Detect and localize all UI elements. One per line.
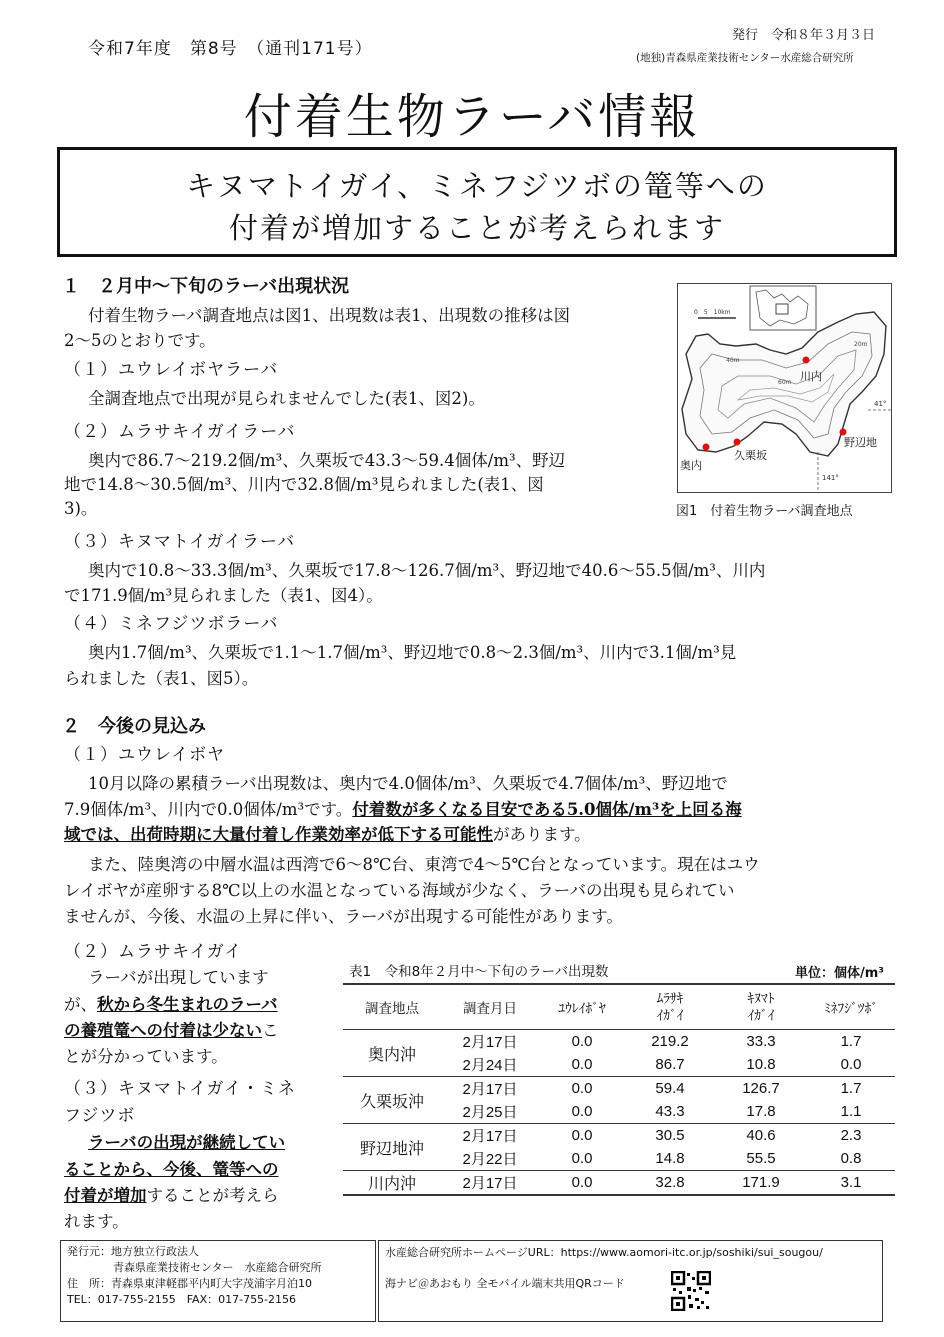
col-header-kinumato: ｷﾇﾏﾄ ｲｶﾞｲ	[715, 984, 807, 1030]
yurei-cell: 0.0	[539, 1124, 625, 1148]
section2-heading: ２ 今後の見込み	[62, 716, 206, 737]
section1-intro-line2: 2～5のとおりです。	[64, 331, 216, 350]
site-marker-kawauchi	[803, 357, 810, 364]
murasaki-cell: 30.5	[625, 1124, 715, 1148]
kinumato-cell: 126.7	[715, 1077, 807, 1101]
kinumato-cell: 10.8	[746, 1056, 776, 1073]
murasaki-cell: 32.8	[625, 1171, 715, 1196]
issue-date: 発行 令和８年３月３日	[732, 28, 876, 43]
homepage-url[interactable]: 水産総合研究所ホームページURL：https://www.aomori-itc.or.jp/soshiki/sui_sougou/	[385, 1246, 823, 1259]
footer-publisher-name: 青森県産業技術センター 水産総合研究所	[113, 1261, 322, 1274]
mutsu-bay-map	[678, 284, 891, 492]
table-header-row	[343, 984, 895, 1030]
table-row	[343, 1124, 895, 1148]
figure1-caption: 図1 付着生物ラーバ調査地点	[676, 504, 853, 519]
yurei-outlook-line2-plain: 7.9個体/m³、川内で0.0個体/m³です。	[64, 800, 353, 819]
murasaki-outlook-line1: ラーバが出現しています	[88, 968, 269, 987]
table-row	[343, 1030, 895, 1054]
date-cell: 2月17日	[441, 1077, 539, 1101]
table1-title: 表1 令和8年２月中～下旬のラーバ出現数	[349, 964, 609, 980]
date-cell: 2月24日	[462, 1057, 518, 1074]
longitude-label: 141°	[822, 474, 839, 482]
minefuji-cell: 3.1	[807, 1171, 895, 1196]
depth-label-60m: 60m	[778, 379, 792, 386]
kinumato-outlook-line4: れます。	[64, 1212, 129, 1231]
site-marker-okunai	[703, 444, 710, 451]
date-cell: 2月17日	[441, 1171, 539, 1196]
kinumato-outlook-line1-emphasis: ラーバの出現が継続してい	[88, 1133, 286, 1152]
murasaki-outlook-line2-plain: が、	[64, 995, 97, 1014]
site-cell: 久栗坂沖	[343, 1077, 441, 1124]
larva-count-table	[343, 983, 895, 1196]
murasaki-cell: 219.2	[651, 1033, 689, 1050]
kinumato-outlook-line2	[64, 1155, 279, 1184]
scale-bar-label: 0 5 10km	[694, 309, 731, 316]
site-label-kawauchi: 川内	[800, 370, 822, 383]
kinumato-cell: 171.9	[715, 1171, 807, 1196]
site-label-kuriyasaka: 久栗坂	[734, 449, 767, 462]
site-marker-noheji	[840, 429, 847, 436]
murasaki-outlook-line3-emphasis: の養殖篭への付着は少ない	[64, 1021, 262, 1040]
subheading-kinumato-minefuji-outlook-b: フジツボ	[64, 1106, 136, 1126]
yurei-cell: 0.0	[539, 1171, 625, 1196]
yurei-outlook-line3-emphasis: 域では、出荷時期に大量付着し作業効率が低下する可能性	[64, 825, 493, 844]
yurei-outlook-line1: 10月以降の累積ラーバ出現数は、奥内で4.0個体/m³、久栗坂で4.7個体/m³、野辺地で	[88, 774, 728, 793]
publisher: (地独)青森県産業技術センター水産総合研究所	[636, 52, 854, 64]
subheading-murasaki-outlook: （２）ムラサキイガイ	[64, 942, 243, 962]
murasaki-outlook-line4: とが分かっています。	[64, 1047, 228, 1066]
yurei-cell: 0.0	[571, 1056, 593, 1073]
murasaki-larva-line1: 奥内で86.7～219.2個/m³、久栗坂で43.3～59.4個体/m³、野辺	[88, 451, 566, 470]
footer-links-box	[378, 1240, 883, 1322]
minefuji-larva-line1: 奥内1.7個/m³、久栗坂で1.1～1.7個/m³、野辺地で0.8～2.3個/m³、川内で3.1個/m³見	[88, 643, 737, 662]
site-label-noheji: 野辺地	[844, 436, 877, 449]
date-cell: 2月22日	[462, 1151, 518, 1168]
murasaki-larva-line2: 地で14.8～30.5個/m³、川内で32.8個/m³見られました(表1、図	[64, 475, 544, 494]
subheading-yurei-larva: （１）ユウレイボヤラーバ	[64, 360, 279, 380]
footer-publisher-label: 発行元：地方独立行政法人	[67, 1245, 199, 1258]
murasaki-cell: 14.8	[655, 1150, 685, 1167]
murasaki-outlook-line2	[64, 990, 278, 1019]
minefuji-cell: 1.7	[840, 1033, 862, 1050]
yurei-cell: 0.0	[571, 1103, 593, 1120]
yurei-outlook-line3-plain: があります。	[493, 825, 591, 844]
table1-unit: 単位：個体/m³	[795, 966, 884, 981]
kinumato-larva-line1: 奥内で10.8～33.3個/m³、久栗坂で17.8～126.7個/m³、野辺地で40.6～55.5個/m³、川内	[88, 561, 766, 580]
kinumato-cell: 33.3	[746, 1033, 776, 1050]
depth-label-40m: 40m	[726, 357, 740, 364]
qr-code-caption: 海ナビ＠あおもり 全モバイル端末共用QRコード	[385, 1277, 625, 1290]
col-header-minefuji: ﾐﾈﾌｼﾞﾂﾎﾞ	[807, 984, 895, 1030]
kinumato-cell: 55.5	[746, 1150, 776, 1167]
yurei-outlook-line2-emphasis: 付着数が多くなる目安である5.0個体/m³を上回る海	[352, 800, 742, 819]
page-title: 付着生物ラーバ情報	[243, 89, 701, 145]
date-cell: 2月17日	[462, 1034, 518, 1051]
col-header-date: 調査月日	[441, 984, 539, 1030]
issue-number: 令和7年度 第8号 （通刊171号）	[88, 39, 373, 59]
headline-banner	[57, 147, 897, 257]
yurei-larva-text: 全調査地点で出現が見られませんでした(表1、図2)。	[88, 389, 485, 408]
col-header-murasaki: ﾑﾗｻｷ ｲｶﾞｲ	[625, 984, 715, 1030]
kinumato-cell: 40.6	[715, 1124, 807, 1148]
minefuji-cell: 1.7	[807, 1077, 895, 1101]
footer-contact-box	[60, 1240, 376, 1322]
subheading-kinumato-minefuji-outlook-a: （３）キヌマトイガイ・ミネ	[64, 1079, 296, 1099]
subheading-minefuji-larva: （４）ミネフジツボラーバ	[64, 614, 279, 634]
site-cell: 川内沖	[343, 1171, 441, 1196]
site-cell: 奥内沖	[367, 1046, 416, 1064]
table-row	[343, 1077, 895, 1101]
kinumato-outlook-line3-emphasis: 付着が増加	[64, 1186, 147, 1205]
yurei-outlook-line4: また、陸奥湾の中層水温は西湾で6～8℃台、東湾で4～5℃台となっています。現在はユウ	[88, 855, 760, 874]
murasaki-outlook-line3	[64, 1016, 279, 1045]
subheading-murasaki-larva: （２）ムラサキイガイラーバ	[64, 422, 296, 442]
subheading-yurei-outlook: （１）ユウレイボヤ	[64, 745, 226, 765]
site-marker-kuriyasaka	[734, 439, 741, 446]
footer-address: 住 所：青森県東津軽郡平内町大字茂浦字月泊10	[67, 1277, 312, 1290]
latitude-label: 41°	[874, 400, 887, 408]
col-header-site: 調査地点	[343, 984, 441, 1030]
murasaki-larva-line3: 3)。	[64, 499, 98, 518]
section1-intro-line1: 付着生物ラーバ調査地点は図1、出現数は表1、出現数の推移は図	[88, 306, 571, 325]
yurei-cell: 0.0	[571, 1150, 593, 1167]
minefuji-cell: 2.3	[807, 1124, 895, 1148]
survey-site-map	[677, 283, 892, 493]
subheading-kinumato-larva: （３）キヌマトイガイラーバ	[64, 532, 296, 552]
section1-heading: １ ２月中～下旬のラーバ出現状況	[62, 276, 350, 297]
minefuji-cell: 1.1	[840, 1103, 862, 1120]
murasaki-outlook-line2-emphasis: 秋から冬生まれのラーバ	[97, 995, 278, 1014]
date-cell: 2月17日	[441, 1124, 539, 1148]
yurei-outlook-line3	[64, 820, 591, 849]
minefuji-cell: 0.8	[840, 1150, 862, 1167]
murasaki-cell: 43.3	[655, 1103, 685, 1120]
murasaki-cell: 59.4	[625, 1077, 715, 1101]
yurei-outlook-line6: ませんが、今後、水温の上昇に伴い、ラーバが出現する可能性があります。	[64, 907, 623, 926]
kinumato-outlook-line3-plain: することが考えら	[146, 1186, 279, 1205]
murasaki-outlook-line3-plain: こ	[262, 1021, 279, 1040]
kinumato-cell: 17.8	[746, 1103, 776, 1120]
table-row	[343, 1171, 895, 1196]
minefuji-cell: 0.0	[840, 1056, 862, 1073]
col-header-yurei: ﾕｳﾚｲﾎﾞﾔ	[539, 984, 625, 1030]
kinumato-outlook-line2-emphasis: ることから、今後、篭等への	[64, 1160, 279, 1179]
minefuji-larva-line2: られました（表1、図5）。	[64, 669, 259, 688]
yurei-outlook-line5: レイボヤが産卵する8℃以上の水温となっている海域が少なく、ラーバの出現も見られてい	[64, 881, 735, 900]
kinumato-outlook-line1	[88, 1128, 285, 1157]
headline-line-1: キヌマトイガイ、ミネフジツボの篭等への	[186, 169, 768, 203]
murasaki-cell: 86.7	[655, 1056, 685, 1073]
headline-line-2: 付着が増加することが考えられます	[228, 211, 725, 245]
depth-label-20m: 20m	[854, 341, 868, 348]
kinumato-larva-line2: で171.9個/m³見られました（表1、図4）。	[64, 586, 383, 605]
site-cell: 野辺地沖	[343, 1124, 441, 1171]
date-cell: 2月25日	[462, 1104, 518, 1121]
kinumato-outlook-line3	[64, 1181, 279, 1210]
qr-code-icon[interactable]	[671, 1271, 711, 1311]
footer-phone-fax: TEL：017-755-2155 FAX：017-755-2156	[67, 1293, 297, 1306]
yurei-cell: 0.0	[539, 1077, 625, 1101]
site-label-okunai: 奥内	[680, 459, 702, 472]
yurei-cell: 0.0	[571, 1033, 593, 1050]
